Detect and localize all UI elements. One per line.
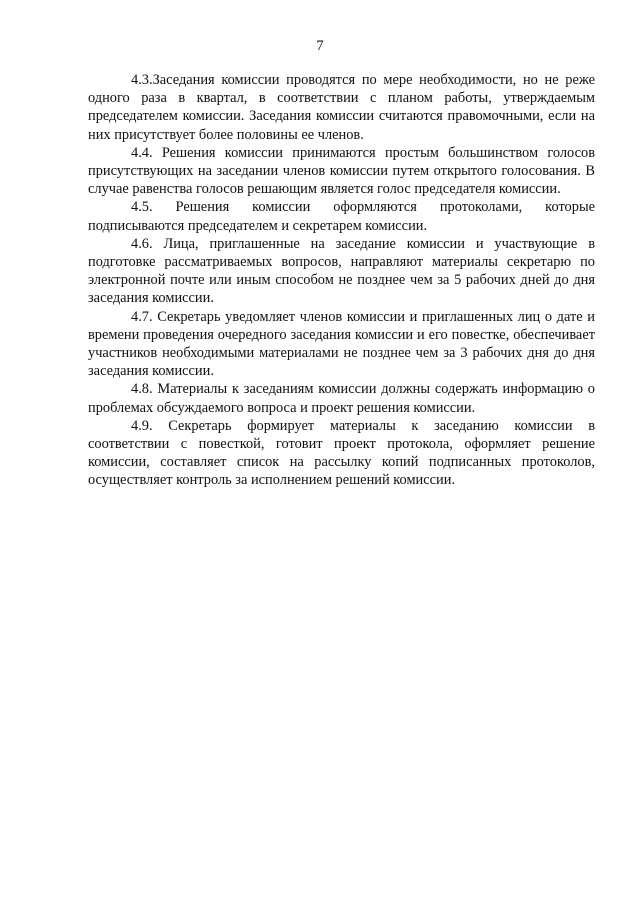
paragraph-4-8: 4.8. Материалы к заседаниям комиссии должны содержать информацию о проблемах обсуждаемого вопроса и проект решения комиссии. <box>88 381 595 416</box>
page-number: 7 <box>316 38 324 54</box>
paragraph-4-6: 4.6. Лица, приглашенные на заседание комиссии и участвующие в подготовке рассматриваемых вопросов, направляют материалы секретарю по электронной почте или иным способом не позднее чем за 5 рабочих дней до дня заседания комиссии. <box>88 235 595 307</box>
document-body <box>88 71 595 490</box>
paragraph-4-4: 4.4. Решения комиссии принимаются простым большинством голосов присутствующих на заседании членов комиссии путем открытого голосования. В случае равенства голосов решающим является голос председателя комиссии. <box>88 144 595 198</box>
paragraph-4-9: 4.9. Секретарь формирует материалы к заседанию комиссии в соответствии с повесткой, готовит проект протокола, оформляет решение комиссии, составляет список на рассылку копий подписанных протоколов, осуществляет контроль за исполнением решений комиссии. <box>88 417 595 489</box>
paragraph-4-5: 4.5. Решения комиссии оформляются протоколами, которые подписываются председателем и секретарем комиссии. <box>88 199 595 234</box>
paragraph-4-7: 4.7. Секретарь уведомляет членов комиссии и приглашенных лиц о дате и времени проведения очередного заседания комиссии и его повестке, обеспечивает участников необходимыми материалами не позднее чем за 3 рабочих дня до дня заседания комиссии. <box>88 308 595 380</box>
paragraph-4-3: 4.3.Заседания комиссии проводятся по мере необходимости, но не реже одного раза в квартал, в соответствии с планом работы, утверждаемым председателем комиссии. Заседания комиссии считаются правомочными, если на них присутствует более половины ее членов. <box>88 72 595 143</box>
